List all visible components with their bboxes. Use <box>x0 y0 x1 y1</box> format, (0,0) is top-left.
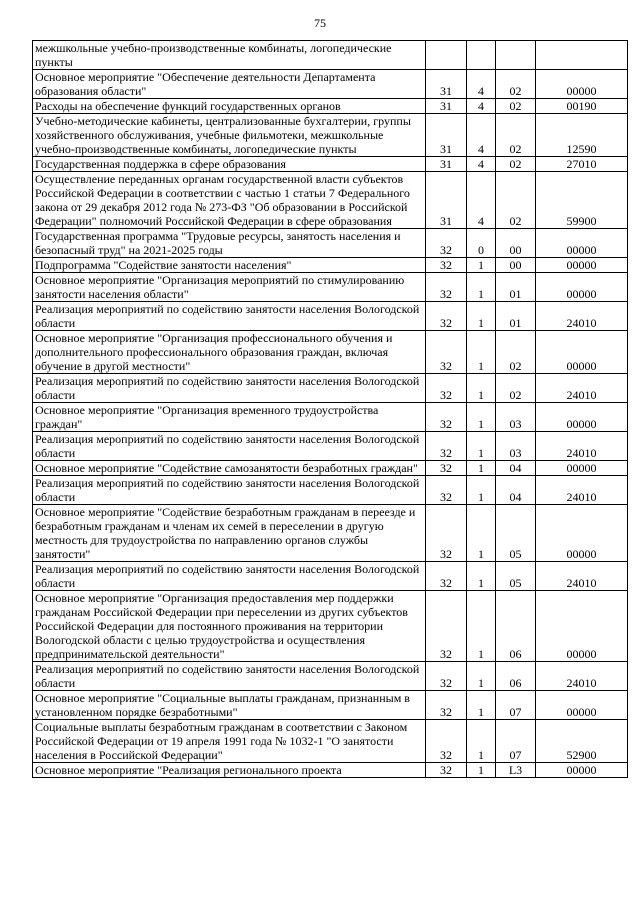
program-code-cell: 32 <box>426 763 467 778</box>
program-code-cell: 32 <box>426 662 467 691</box>
table-row <box>33 273 628 302</box>
direction-code-cell: 24010 <box>536 662 628 691</box>
table-row <box>33 70 628 99</box>
budget-table <box>32 40 628 778</box>
row-name-cell: Расходы на обеспечение функций государственных органов <box>33 99 426 114</box>
program-code-cell: 32 <box>426 505 467 562</box>
row-name-cell: Основное мероприятие "Содействие безработным гражданам в переезде и безработным гражданам и членам их семей в переселении в другую местность для трудоустройства по направлению органов службы занятости" <box>33 505 426 562</box>
program-code-cell: 32 <box>426 432 467 461</box>
program-code-cell: 32 <box>426 720 467 763</box>
subprogram-code-cell: 1 <box>467 403 496 432</box>
direction-code-cell: 00000 <box>536 258 628 273</box>
program-code-cell: 32 <box>426 403 467 432</box>
event-code-cell: 01 <box>496 302 536 331</box>
subprogram-code-cell: 1 <box>467 720 496 763</box>
program-code-cell: 32 <box>426 258 467 273</box>
event-code-cell: 02 <box>496 157 536 172</box>
row-name-cell: Учебно-методические кабинеты, централизованные бухгалтерии, группы хозяйственного обслуживания, учебные фильмотеки, межшкольные учебно-производственные комбинаты, логопедические пункты <box>33 114 426 157</box>
event-code-cell <box>496 41 536 70</box>
program-code-cell: 32 <box>426 374 467 403</box>
row-name-cell: межшкольные учебно-производственные комбинаты, логопедические пункты <box>33 41 426 70</box>
table-row <box>33 461 628 476</box>
event-code-cell: 02 <box>496 374 536 403</box>
table-row <box>33 331 628 374</box>
subprogram-code-cell: 1 <box>467 302 496 331</box>
table-row <box>33 374 628 403</box>
page-number: 75 <box>314 16 326 30</box>
row-name-cell: Основное мероприятие "Содействие самозанятости безработных граждан" <box>33 461 426 476</box>
row-name-cell: Реализация мероприятий по содействию занятости населения Вологодской области <box>33 562 426 591</box>
direction-code-cell: 00000 <box>536 331 628 374</box>
row-name-cell: Реализация мероприятий по содействию занятости населения Вологодской области <box>33 662 426 691</box>
table-row <box>33 157 628 172</box>
direction-code-cell <box>536 41 628 70</box>
event-code-cell: 02 <box>496 99 536 114</box>
direction-code-cell: 00000 <box>536 691 628 720</box>
row-name-cell: Реализация мероприятий по содействию занятости населения Вологодской области <box>33 476 426 505</box>
direction-code-cell: 00000 <box>536 273 628 302</box>
event-code-cell: 06 <box>496 662 536 691</box>
subprogram-code-cell: 1 <box>467 476 496 505</box>
table-row <box>33 172 628 229</box>
event-code-cell: 04 <box>496 461 536 476</box>
table-row <box>33 41 628 70</box>
subprogram-code-cell: 1 <box>467 273 496 302</box>
table-row <box>33 505 628 562</box>
subprogram-code-cell: 1 <box>467 662 496 691</box>
subprogram-code-cell: 1 <box>467 432 496 461</box>
table-row <box>33 258 628 273</box>
program-code-cell: 32 <box>426 273 467 302</box>
direction-code-cell: 24010 <box>536 562 628 591</box>
subprogram-code-cell: 4 <box>467 114 496 157</box>
program-code-cell: 32 <box>426 331 467 374</box>
program-code-cell: 31 <box>426 172 467 229</box>
direction-code-cell: 52900 <box>536 720 628 763</box>
event-code-cell: 00 <box>496 229 536 258</box>
direction-code-cell: 00000 <box>536 403 628 432</box>
direction-code-cell: 00190 <box>536 99 628 114</box>
direction-code-cell: 00000 <box>536 229 628 258</box>
program-code-cell: 31 <box>426 99 467 114</box>
event-code-cell: 03 <box>496 432 536 461</box>
row-name-cell: Государственная поддержка в сфере образования <box>33 157 426 172</box>
program-code-cell: 32 <box>426 476 467 505</box>
table-row <box>33 114 628 157</box>
row-name-cell: Основное мероприятие "Реализация регионального проекта <box>33 763 426 778</box>
subprogram-code-cell: 1 <box>467 505 496 562</box>
event-code-cell: 07 <box>496 691 536 720</box>
row-name-cell: Основное мероприятие "Обеспечение деятельности Департамента образования области" <box>33 70 426 99</box>
row-name-cell: Реализация мероприятий по содействию занятости населения Вологодской области <box>33 374 426 403</box>
event-code-cell: 03 <box>496 403 536 432</box>
direction-code-cell: 59900 <box>536 172 628 229</box>
direction-code-cell: 27010 <box>536 157 628 172</box>
subprogram-code-cell: 1 <box>467 331 496 374</box>
subprogram-code-cell: 4 <box>467 99 496 114</box>
table-row <box>33 662 628 691</box>
direction-code-cell: 24010 <box>536 374 628 403</box>
row-name-cell: Основное мероприятие "Организация мероприятий по стимулированию занятости населения области" <box>33 273 426 302</box>
subprogram-code-cell: 1 <box>467 562 496 591</box>
event-code-cell: 04 <box>496 476 536 505</box>
direction-code-cell: 00000 <box>536 70 628 99</box>
event-code-cell: 02 <box>496 331 536 374</box>
table-row <box>33 99 628 114</box>
event-code-cell: 02 <box>496 172 536 229</box>
row-name-cell: Социальные выплаты безработным гражданам в соответствии с Законом Российской Федерации от 19 апреля 1991 года № 1032-1 "О занятости населения в Российской Федерации" <box>33 720 426 763</box>
row-name-cell: Подпрограмма "Содействие занятости населения" <box>33 258 426 273</box>
event-code-cell: 02 <box>496 114 536 157</box>
table-row <box>33 720 628 763</box>
row-name-cell: Реализация мероприятий по содействию занятости населения Вологодской области <box>33 302 426 331</box>
table-row <box>33 763 628 778</box>
direction-code-cell: 00000 <box>536 591 628 662</box>
program-code-cell: 32 <box>426 562 467 591</box>
subprogram-code-cell: 0 <box>467 229 496 258</box>
row-name-cell: Основное мероприятие "Организация предоставления мер поддержки гражданам Российской Федерации при переселении из других субъектов Российской Федерации для постоянного проживания на территории Вологодской области с целью трудоустройства и осуществления предпринимательской деятельности" <box>33 591 426 662</box>
event-code-cell: 00 <box>496 258 536 273</box>
direction-code-cell: 24010 <box>536 476 628 505</box>
program-code-cell: 32 <box>426 229 467 258</box>
program-code-cell: 32 <box>426 461 467 476</box>
table-row <box>33 403 628 432</box>
direction-code-cell: 00000 <box>536 461 628 476</box>
table-row <box>33 562 628 591</box>
table-row <box>33 691 628 720</box>
program-code-cell: 31 <box>426 157 467 172</box>
direction-code-cell: 24010 <box>536 302 628 331</box>
event-code-cell: 06 <box>496 591 536 662</box>
subprogram-code-cell: 4 <box>467 70 496 99</box>
program-code-cell: 32 <box>426 591 467 662</box>
program-code-cell: 32 <box>426 691 467 720</box>
table-row <box>33 302 628 331</box>
row-name-cell: Реализация мероприятий по содействию занятости населения Вологодской области <box>33 432 426 461</box>
event-code-cell: 01 <box>496 273 536 302</box>
subprogram-code-cell: 1 <box>467 591 496 662</box>
direction-code-cell: 00000 <box>536 505 628 562</box>
event-code-cell: 05 <box>496 505 536 562</box>
program-code-cell <box>426 41 467 70</box>
program-code-cell: 31 <box>426 70 467 99</box>
row-name-cell: Государственная программа "Трудовые ресурсы, занятость населения и безопасный труд" на 2021-2025 годы <box>33 229 426 258</box>
row-name-cell: Осуществление переданных органам государственной власти субъектов Российской Федерации в соответствии с частью 1 статьи 7 Федерального закона от 29 декабря 2012 года № 273-ФЗ "Об образовании в Российской Федерации" полномочий Российской Федерации в сфере образования <box>33 172 426 229</box>
subprogram-code-cell: 4 <box>467 172 496 229</box>
event-code-cell: 05 <box>496 562 536 591</box>
subprogram-code-cell: 1 <box>467 258 496 273</box>
direction-code-cell: 12590 <box>536 114 628 157</box>
row-name-cell: Основное мероприятие "Организация профессионального обучения и дополнительного профессионального образования граждан, включая обучение в другой местности" <box>33 331 426 374</box>
table-row <box>33 229 628 258</box>
subprogram-code-cell: 4 <box>467 157 496 172</box>
subprogram-code-cell: 1 <box>467 461 496 476</box>
event-code-cell: L3 <box>496 763 536 778</box>
table-row <box>33 591 628 662</box>
row-name-cell: Основное мероприятие "Организация временного трудоустройства граждан" <box>33 403 426 432</box>
program-code-cell: 31 <box>426 114 467 157</box>
table-row <box>33 432 628 461</box>
subprogram-code-cell: 1 <box>467 691 496 720</box>
direction-code-cell: 00000 <box>536 763 628 778</box>
event-code-cell: 02 <box>496 70 536 99</box>
direction-code-cell: 24010 <box>536 432 628 461</box>
subprogram-code-cell: 1 <box>467 763 496 778</box>
subprogram-code-cell: 1 <box>467 374 496 403</box>
row-name-cell: Основное мероприятие "Социальные выплаты гражданам, признанным в установленном порядке безработными" <box>33 691 426 720</box>
table-row <box>33 476 628 505</box>
program-code-cell: 32 <box>426 302 467 331</box>
subprogram-code-cell <box>467 41 496 70</box>
event-code-cell: 07 <box>496 720 536 763</box>
